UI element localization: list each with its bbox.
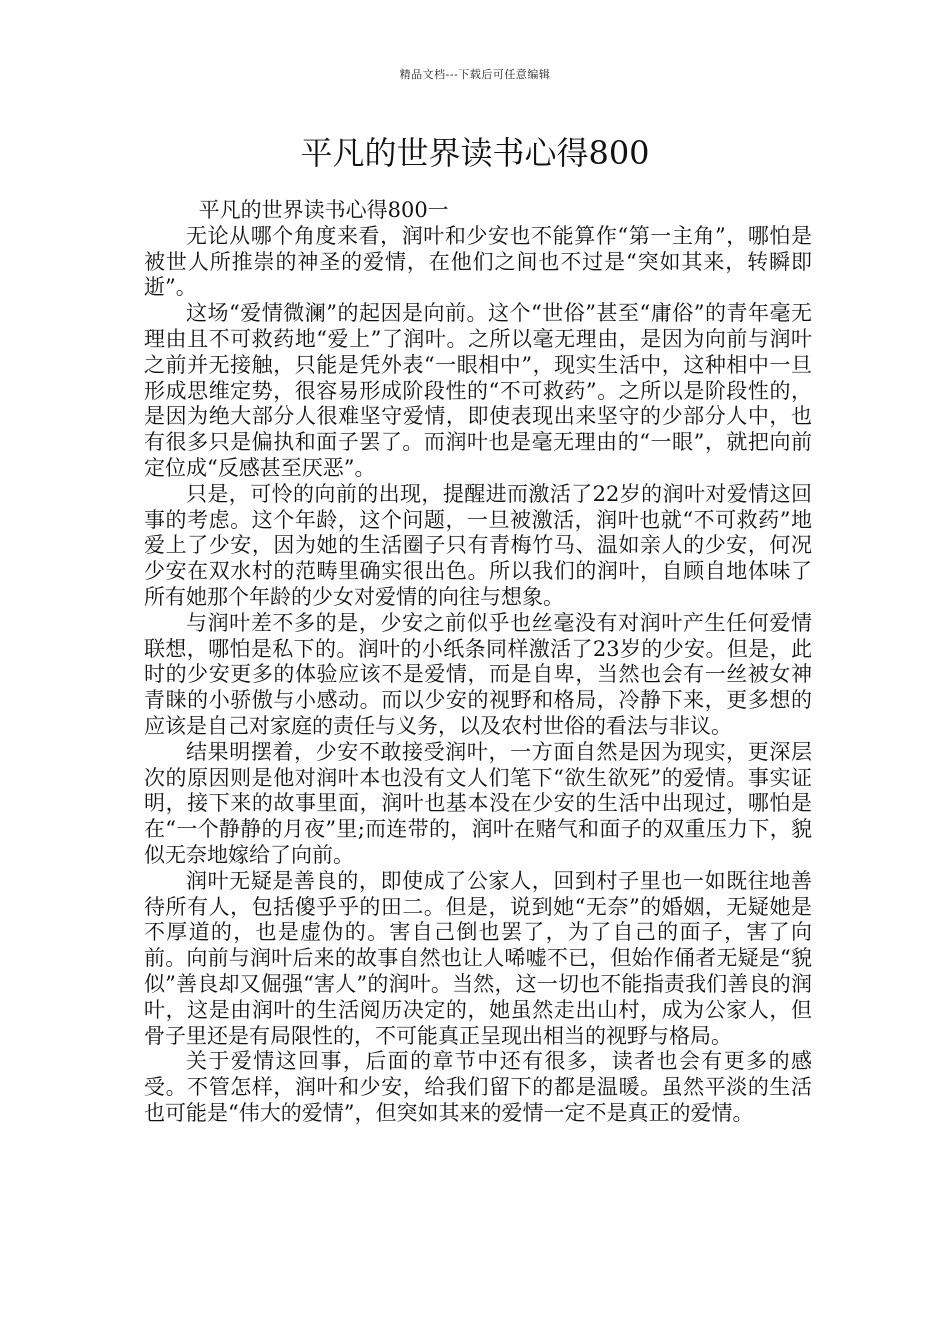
paragraph: 与润叶差不多的是，少安之前似乎也丝毫没有对润叶产生任何爱情联想，哪怕是私下的。润叶的小纸条同样激活了23岁的少安。但是，此时的少安更多的体验应该不是爱情，而是自卑，当然也会有一丝被女神青睐的小骄傲与小感动。而以少安的视野和格局，冷静下来，更多想的应该是自己对家庭的责任与义务，以及农村世俗的看法与非议。	[144, 610, 812, 738]
paragraph: 只是，可怜的向前的出现，提醒进而激活了22岁的润叶对爱情这回事的考虑。这个年龄，这个问题，一旦被激活，润叶也就“不可救药”地爱上了少安，因为她的生活圈子只有青梅竹马、温如亲人的少安，何况少安在双水村的范畴里确实很出色。所以我们的润叶，自顾自地体味了所有她那个年龄的少女对爱情的向往与想象。	[144, 481, 812, 609]
paragraph: 润叶无疑是善良的，即使成了公家人，回到村子里也一如既往地善待所有人，包括傻乎乎的田二。但是，说到她“无奈”的婚姻，无疑她是不厚道的，也是虚伪的。害自己倒也罢了，为了自己的面子，害了向前。向前与润叶后来的故事自然也让人唏嘘不已，但始作俑者无疑是“貌似”善良却又倔强“害人”的润叶。当然，这一切也不能指责我们善良的润叶，这是由润叶的生活阅历决定的，她虽然走出山村，成为公家人，但骨子里还是有局限性的，不可能真正呈现出相当的视野与格局。	[144, 868, 812, 1048]
paragraph: 这场“爱情微澜”的起因是向前。这个“世俗”甚至“庸俗”的青年毫无理由且不可救药地“爱上”了润叶。之所以毫无理由，是因为向前与润叶之前并无接触，只能是凭外表“一眼相中”，现实生活中，这种相中一旦形成思维定势，很容易形成阶段性的“不可救药”。之所以是阶段性的，是因为绝大部分人很难坚守爱情，即使表现出来坚守的少部分人中，也有很多只是偏执和面子罢了。而润叶也是毫无理由的“一眼”，就把向前定位成“反感甚至厌恶”。	[144, 301, 812, 480]
paragraph: 无论从哪个角度来看，润叶和少安也不能算作“第一主角”，哪怕是被世人所推崇的神圣的爱情，在他们之间也不过是“突如其来，转瞬即逝”。	[144, 223, 812, 300]
paragraph: 关于爱情这回事，后面的章节中还有很多，读者也会有更多的感受。不管怎样，润叶和少安，给我们留下的都是温暖。虽然平淡的生活也可能是“伟大的爱情”，但突如其来的爱情一定不是真正的爱情。	[144, 1049, 812, 1125]
header-note: 精品文档---下载后可任意编辑	[399, 68, 551, 81]
document-body	[144, 198, 812, 1127]
document-title: 平凡的世界读书心得800	[300, 134, 650, 172]
paragraph: 结果明摆着，少安不敢接受润叶，一方面自然是因为现实，更深层次的原因则是他对润叶本也没有文人们笔下“欲生欲死”的爱情。事实证明，接下来的故事里面，润叶也基本没在少安的生活中出现过，哪怕是在“一个静静的月夜”里;而连带的，润叶在赌气和面子的双重压力下，貌似无奈地嫁给了向前。	[144, 739, 812, 867]
section-subtitle: 平凡的世界读书心得800一	[198, 198, 449, 222]
